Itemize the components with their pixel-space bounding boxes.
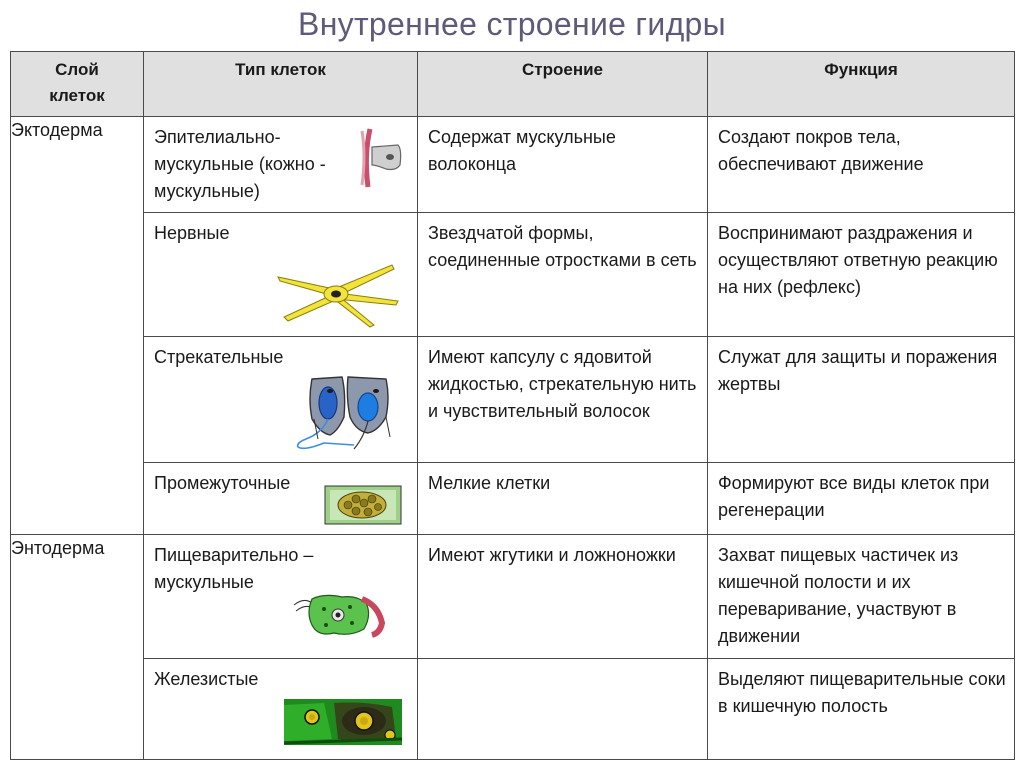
table-row — [11, 117, 1015, 213]
epithelial-muscular-cell-icon — [356, 125, 406, 191]
cell-function: Формируют все виды клеток при регенерации — [708, 463, 1015, 535]
table-row — [11, 535, 1015, 659]
glandular-cells-icon — [284, 699, 402, 745]
cell-structure — [418, 659, 708, 760]
cell-function: Служат для защиты и поражения жертвы — [708, 337, 1015, 463]
page-title: Внутреннее строение гидры — [298, 6, 726, 42]
header-type: Тип клеток — [144, 52, 418, 117]
cell-type: Нервные — [144, 213, 418, 337]
header-structure: Строение — [418, 52, 708, 117]
header-function: Функция — [708, 52, 1015, 117]
cell-type: Эпителиально-мускульные (кожно - мускульные) — [144, 117, 418, 213]
digestive-muscular-cell-icon — [290, 589, 394, 641]
cell-structure: Мелкие клетки — [418, 463, 708, 535]
hydra-cells-table — [10, 51, 1015, 760]
cell-structure: Содержат мускульные волоконца — [418, 117, 708, 213]
table-row — [11, 463, 1015, 535]
cell-type: Промежуточные — [144, 463, 418, 535]
cell-structure: Имеют капсулу с ядовитой жидкостью, стрекательную нить и чувствительный волосок — [418, 337, 708, 463]
table-row — [11, 659, 1015, 760]
cell-function: Создают покров тела, обеспечивают движение — [708, 117, 1015, 213]
layer-endoderm: Энтодерма — [11, 535, 144, 760]
nerve-cell-icon — [274, 259, 404, 329]
layer-ectoderm: Эктодерма — [11, 117, 144, 535]
cell-type: Пищеварительно – мускульные — [144, 535, 418, 659]
cell-function: Воспринимают раздражения и осуществляют ответную реакцию на них (рефлекс) — [708, 213, 1015, 337]
table-row — [11, 337, 1015, 463]
intermediate-cells-icon — [324, 485, 402, 525]
cell-function: Захват пищевых частичек из кишечной полости и их переваривание, участвуют в движении — [708, 535, 1015, 659]
header-layer: Слой клеток — [11, 52, 144, 117]
cell-type: Стрекательные — [144, 337, 418, 463]
cell-function: Выделяют пищеварительные соки в кишечную полость — [708, 659, 1015, 760]
table-header-row — [11, 52, 1015, 117]
cell-structure: Звездчатой формы, соединенные отростками в сеть — [418, 213, 708, 337]
cell-type: Железистые — [144, 659, 418, 760]
cell-structure: Имеют жгутики и ложноножки — [418, 535, 708, 659]
table-row — [11, 213, 1015, 337]
stinging-cell-icon — [294, 373, 400, 457]
